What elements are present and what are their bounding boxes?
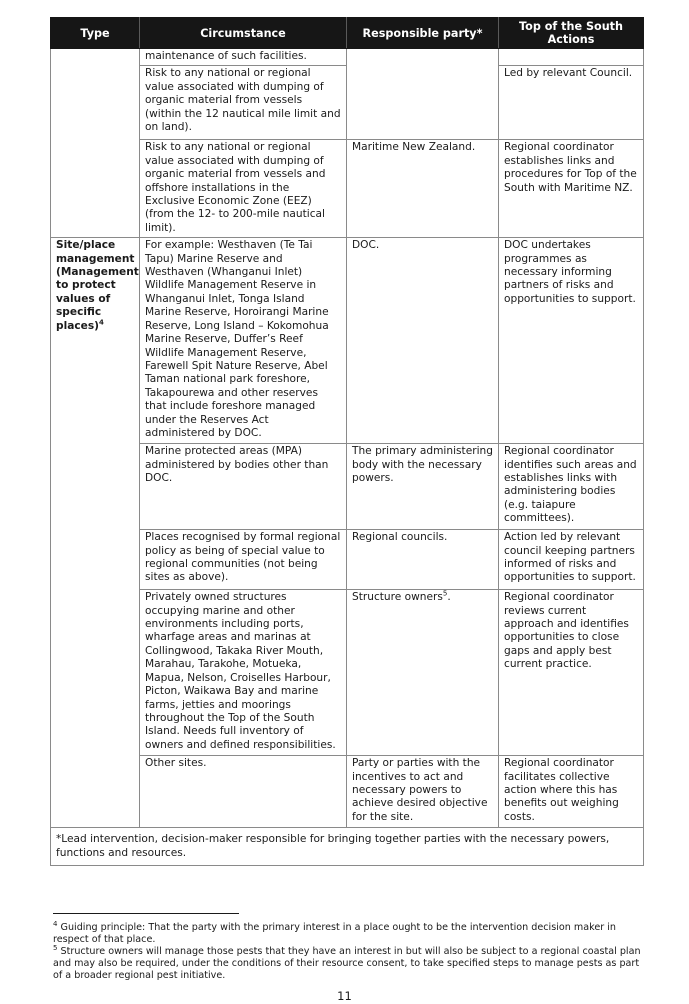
responsibility-table	[50, 17, 644, 866]
circumstance-cell: Other sites.	[140, 756, 347, 828]
actions-cell: Led by relevant Council.	[499, 66, 644, 140]
table-row	[51, 140, 644, 238]
type-cell-site-place-management	[51, 238, 140, 828]
table-row	[51, 444, 644, 530]
circumstance-cell: maintenance of such facilities.	[140, 49, 347, 66]
header-responsible-party: Responsible party*	[347, 18, 499, 49]
actions-cell: Regional coordinator facilitates collective action where this has benefits out weighing costs.	[499, 756, 644, 828]
party-cell: DOC.	[347, 238, 499, 444]
circumstance-cell: Risk to any national or regional value associated with dumping of organic material from vessels and offshore installations in the Exclusive Economic Zone (EEZ) (from the 12- to 200-mile nautical limit).	[140, 140, 347, 238]
footnote-ref-4: 4	[98, 318, 104, 327]
footnote-number: 4	[53, 919, 58, 928]
actions-cell	[499, 49, 644, 66]
footnote-text: Guiding principle: That the party with the primary interest in a place ought to be the intervention decision maker in respect of that place.	[53, 922, 616, 945]
actions-cell: Action led by relevant council keeping partners informed of risks and opportunities to support.	[499, 530, 644, 590]
party-cell: Maritime New Zealand.	[347, 140, 499, 238]
table-row	[51, 756, 644, 828]
footnote-ref-5: 5	[442, 589, 448, 598]
circumstance-cell: Privately owned structures occupying marine and other environments including ports, wharfage areas and marinas at Collingwood, Takaka River Mouth, Marahau, Tarakohe, Motueka, Mapua, Nelson, Croiselles Harbour, Picton, Waikawa Bay and marine farms, jetties and moorings throughout the Top of the South Island. Needs full inventory of owners and defined responsibilities.	[140, 590, 347, 756]
actions-cell: Regional coordinator establishes links and procedures for Top of the South with Maritime NZ.	[499, 140, 644, 238]
party-cell: Party or parties with the incentives to act and necessary powers to achieve desired objective for the site.	[347, 756, 499, 828]
footnote-text: Structure owners will manage those pests that they have an interest in but will also be subject to a regional coastal plan and may also be required, under the conditions of their resource consent, to take specified steps to manage pests as part of a broader regional pest initiative.	[53, 946, 641, 981]
party-cell	[347, 49, 499, 140]
party-cell	[347, 590, 499, 756]
circumstance-cell: Places recognised by formal regional policy as being of special value to regional communities (not being sites as above).	[140, 530, 347, 590]
table-row	[51, 238, 644, 444]
table-note-row	[51, 828, 644, 866]
footnote-4	[53, 919, 643, 946]
actions-cell: Regional coordinator identifies such areas and establishes links with administering bodies (e.g. taiapure committees).	[499, 444, 644, 530]
header-circumstance: Circumstance	[140, 18, 347, 49]
header-top-of-the-south-actions: Top of the South Actions	[499, 18, 644, 49]
table-row	[51, 49, 644, 66]
circumstance-cell: Risk to any national or regional value associated with dumping of organic material from vessels (within the 12 nautical mile limit and on land).	[140, 66, 347, 140]
footnote-number: 5	[53, 943, 58, 952]
actions-cell: Regional coordinator reviews current approach and identifies opportunities to close gaps and apply best current practice.	[499, 590, 644, 756]
party-text: Structure owners	[352, 591, 443, 604]
type-cell-empty	[51, 49, 140, 238]
table-header-row	[51, 18, 644, 49]
party-cell: The primary administering body with the necessary powers.	[347, 444, 499, 530]
circumstance-cell: Marine protected areas (MPA) administered by bodies other than DOC.	[140, 444, 347, 530]
header-type: Type	[51, 18, 140, 49]
actions-cell: DOC undertakes programmes as necessary informing partners of risks and opportunities to support.	[499, 238, 644, 444]
party-cell: Regional councils.	[347, 530, 499, 590]
page-number: 11	[337, 989, 352, 1003]
party-text-end: .	[447, 591, 451, 604]
table-row	[51, 530, 644, 590]
footnotes	[53, 919, 643, 982]
table-note: *Lead intervention, decision-maker responsible for bringing together parties with the necessary powers, functions and resources.	[51, 828, 644, 866]
table-row	[51, 590, 644, 756]
circumstance-cell: For example: Westhaven (Te Tai Tapu) Marine Reserve and Westhaven (Whanganui Inlet) Wildlife Management Reserve in Whanganui Inlet, Tonga Island Marine Reserve, Horoirangi Marine Reserve, Long Island – Kokomohua Marine Reserve, Duffer’s Reef Wildlife Management Reserve, Farewell Spit Nature Reserve, Abel Taman national park foreshore, Takapourewa and other reserves that include foreshore managed under the Reserves Act administered by DOC.	[140, 238, 347, 444]
type-label: Site/place management (Management to protect values of specific places)	[56, 239, 139, 332]
footnote-divider	[53, 913, 239, 914]
footnote-5	[53, 943, 643, 982]
